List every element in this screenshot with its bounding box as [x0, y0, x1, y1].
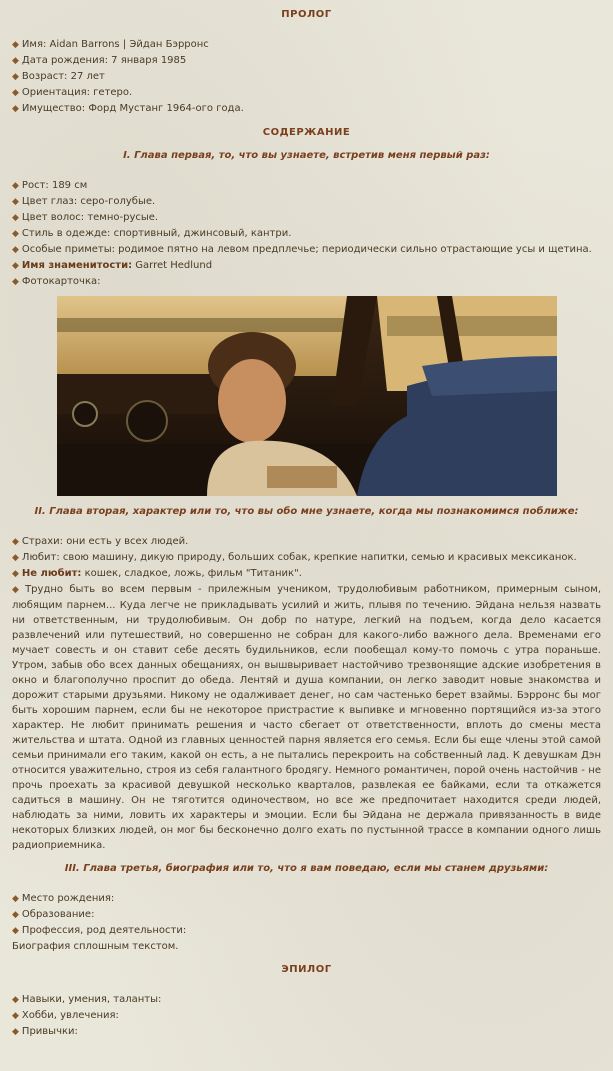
bullet-diamond-icon: ◆	[12, 277, 19, 287]
bullet-diamond-icon: ◆	[12, 926, 19, 936]
contents-title: СОДЕРЖАНИЕ	[262, 127, 351, 138]
prologue-list	[12, 37, 601, 117]
chapter3-title: III. Глава третья, биография или то, что я вам поведаю, если мы станем друзьями:	[64, 863, 549, 874]
bullet-diamond-icon: ◆	[12, 585, 23, 595]
list-item: ◆ Образование:	[12, 909, 95, 920]
bullet-diamond-icon: ◆	[12, 894, 19, 904]
list-item: ◆ Страхи: они есть у всех людей.	[12, 536, 189, 547]
list-item: ◆ Особые приметы: родимое пятно на левом предплечье; периодически сильно отрастающие усы и щетина.	[12, 244, 592, 255]
bullet-diamond-icon: ◆	[12, 569, 19, 579]
bullet-diamond-icon: ◆	[12, 1027, 19, 1037]
list-item: ◆ Фотокарточка:	[12, 276, 101, 287]
list-item: ◆ Цвет глаз: серо-голубые.	[12, 196, 156, 207]
list-item: ◆ Профессия, род деятельности:	[12, 925, 187, 936]
biography-note: Биография сплошным текстом.	[12, 941, 179, 952]
list-item: ◆ Любит: свою машину, дикую природу, больших собак, крепкие напитки, семью и красивых мексиканок.	[12, 552, 577, 563]
list-item: ◆ Дата рождения: 7 января 1985	[12, 55, 187, 66]
bullet-diamond-icon: ◆	[12, 56, 19, 66]
bullet-diamond-icon: ◆	[12, 197, 19, 207]
list-item: ◆ Место рождения:	[12, 893, 115, 904]
photo-card	[12, 296, 601, 496]
photo-image	[57, 296, 557, 496]
bullet-diamond-icon: ◆	[12, 213, 19, 223]
bullet-diamond-icon: ◆	[12, 88, 19, 98]
bullet-diamond-icon: ◆	[12, 40, 19, 50]
list-item: ◆ Имя знаменитости: Garret Hedlund	[12, 260, 213, 271]
list-item: ◆ Хобби, увлечения:	[12, 1010, 119, 1021]
bullet-diamond-icon: ◆	[12, 537, 19, 547]
chapter2-title: II. Глава вторая, характер или то, что вы обо мне узнаете, когда мы познакомимся поближе:	[34, 506, 579, 517]
list-item: ◆ Стиль в одежде: спортивный, джинсовый, кантри.	[12, 228, 292, 239]
epilogue-title: ЭПИЛОГ	[281, 964, 332, 975]
bullet-diamond-icon: ◆	[12, 1011, 19, 1021]
list-item: ◆ Рост: 189 см	[12, 180, 88, 191]
bullet-diamond-icon: ◆	[12, 910, 19, 920]
list-item: ◆ Имущество: Форд Мустанг 1964-ого года.	[12, 103, 244, 114]
chapter2-list	[12, 534, 601, 853]
photo-illustration	[57, 296, 557, 496]
list-item: ◆ Не любит: кошек, сладкое, ложь, фильм "Титаник".	[12, 568, 302, 579]
chapter1-title: I. Глава первая, то, что вы узнаете, встретив меня первый раз:	[123, 150, 490, 161]
bullet-diamond-icon: ◆	[12, 995, 19, 1005]
bullet-diamond-icon: ◆	[12, 229, 19, 239]
prologue-title: ПРОЛОГ	[281, 9, 332, 20]
list-item: ◆ Навыки, умения, таланты:	[12, 994, 162, 1005]
bullet-diamond-icon: ◆	[12, 104, 19, 114]
epilogue-list	[12, 992, 601, 1040]
bullet-diamond-icon: ◆	[12, 72, 19, 82]
list-item: ◆ Привычки:	[12, 1026, 78, 1037]
list-item: ◆ Имя: Aidan Barrons | Эйдан Бэрронс	[12, 39, 209, 50]
bullet-diamond-icon: ◆	[12, 553, 19, 563]
bullet-diamond-icon: ◆	[12, 181, 19, 191]
list-item: ◆ Ориентация: гетеро.	[12, 87, 133, 98]
chapter3-list	[12, 891, 601, 939]
character-paragraph: ◆ Трудно быть во всем первым - прилежным учеником, трудолюбивым работником, примерным сыном, любящим парнем... Куда легче не прикладывать усилий и жить, плывя по течению. Эйдана нельзя назвать ни ответственным, ни трудолюбивым. Он добр по натуре, легкий на подъем, когда дело касается развлечений или путешествий, но совершенно не собран для какого-либо важного дела. Временами его мучает совесть и он ставит себе десять будильников, если пообещал кому-то помочь с утра пораньше. Утром, забыв обо всех данных обещаниях, он вышвыривает настойчиво трезвонящие адские изобретения в окно и благополучно проспит до обеда. Лентяй и душа компании, он легко заводит новые знакомства и дорожит старыми друзьями. Никому не одалживает денег, но сам частенько берет взаймы. Бэрронс бы мог быть хорошим парнем, если бы не некоторое пристрастие к выпивке и мгновенно портящийся из-за этого характер. Не любит принимать решения и часто сбегает от ответственности, вплоть до смены места жительства и штата. Одной из главных ценностей парня является его семья. Если бы еще члены этой самой семьи принимали его таким, какой он есть, а не пытались перекроить на собственный лад. К девушкам Дэн относится уважительно, строя из себя галантного бродягу. Немного романтичен, порой очень настойчив - не прочь проехать за красивой девушкой несколько кварталов, развлекая ее байками, если та откажется садиться в машину. Он не тяготится одиночеством, но все же предпочитает находится среди людей, наблюдать за ними, ловить их характеры и эмоции. Если бы Эйдана не держала привязанность в виде некоторых близких людей, он мог бы бесконечно долго ехать по пустынной трассе в компании одного лишь радиоприемника.	[12, 584, 601, 851]
chapter1-list	[12, 178, 601, 290]
list-item: ◆ Возраст: 27 лет	[12, 71, 105, 82]
bullet-diamond-icon: ◆	[12, 245, 19, 255]
list-item: ◆ Цвет волос: темно-русые.	[12, 212, 159, 223]
bullet-diamond-icon: ◆	[12, 261, 19, 271]
